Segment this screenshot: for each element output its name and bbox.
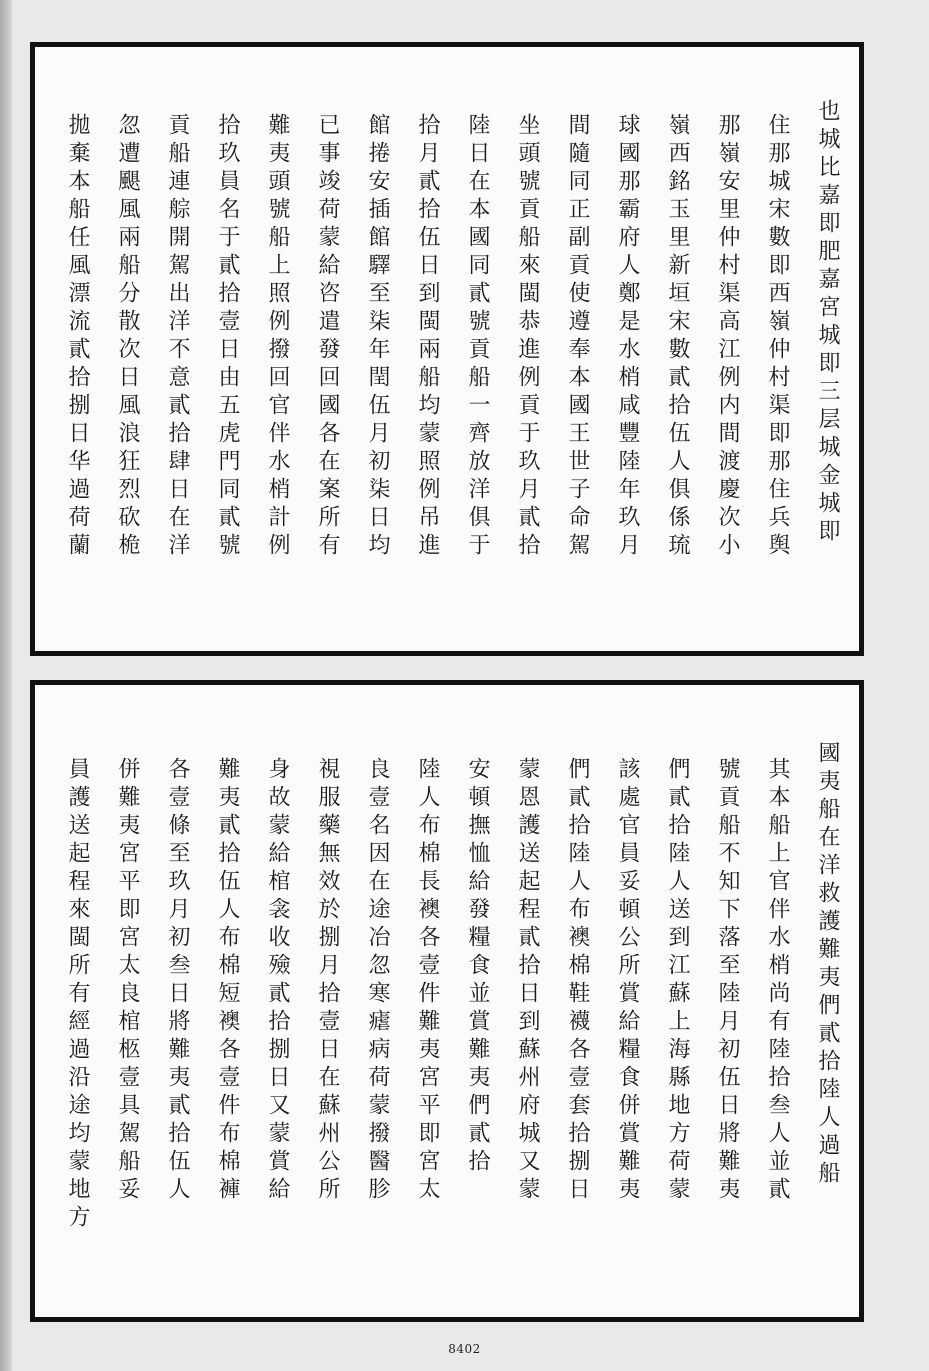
lower-column-1: 國夷船在洋救護難夷們貳拾陸人過船 [815,741,840,1189]
upper-column-16: 拋棄本船任風漂流貳拾捌日华過荷蘭 [65,113,90,561]
lower-column-8: 安頓撫恤給發糧食並賞難夷們貳拾 [465,757,490,1177]
upper-column-6: 間隨同正副貢使遵奉本國王世子命駕 [565,113,590,561]
upper-column-15: 忽遭颶風兩船分散次日風浪狂烈砍桅 [115,113,140,561]
upper-column-11: 已事竣荷蒙給咨遣發回國各在案所有 [315,113,340,561]
page-number: 8402 [448,1342,481,1356]
upper-column-5: 球國那霸府人鄭是水梢咸豐陸年玖月 [615,113,640,561]
upper-column-3: 那嶺安里仲村渠高江例内間渡慶次小 [715,113,740,561]
upper-column-7: 坐頭號貢船來閩恭進例貢于玖月貳拾 [515,113,540,561]
upper-column-10: 館捲安插館驛至柒年閏伍月初柒日均 [365,113,390,561]
lower-column-6: 們貳拾陸人布襖棉鞋襪各壹套拾捌日 [565,757,590,1205]
lower-column-15: 併難夷宮平即宮太良棺柩壹具駕船妥 [115,757,140,1205]
lower-column-7: 蒙恩護送起程貳拾日到蘇州府城又蒙 [515,757,540,1205]
lower-column-9: 陸人布棉長襖各壹件難夷宮平即宮太 [415,757,440,1205]
lower-column-3: 號貢船不知下落至陸月初伍日將難夷 [715,757,740,1205]
upper-text-columns [35,47,859,651]
upper-column-1: 也城比嘉即肥嘉宮城即三层城金城即 [815,99,840,547]
lower-text-panel [30,680,864,1322]
lower-column-10: 良壹名因在途冶忽寒瘧病荷蒙撥醫胗 [365,757,390,1205]
lower-column-16: 員護送起程來閩所有經過沿途均蒙地方 [65,757,90,1233]
lower-column-4: 們貳拾陸人送到江蘇上海縣地方荷蒙 [665,757,690,1205]
upper-column-14: 貢船連䑸開駕出洋不意貳拾肆日在洋 [165,113,190,561]
lower-text-columns [35,685,859,1317]
lower-column-11: 視服藥無效於捌月拾壹日在蘇州公所 [315,757,340,1205]
upper-column-9: 拾月貳拾伍日到閩兩船均蒙照例吊進 [415,113,440,561]
upper-text-panel [30,42,864,656]
lower-column-2: 其本船上官伴水梢尚有陸拾叁人並貳 [765,757,790,1205]
book-binding-shadow [0,0,12,1371]
upper-column-4: 嶺西銘玉里新垣宋數貳拾伍人俱係琉 [665,113,690,561]
upper-column-8: 陸日在本國同貳號貢船一齊放洋俱于 [465,113,490,561]
lower-column-14: 各壹條至玖月初叁日將難夷貳拾伍人 [165,757,190,1205]
lower-column-13: 難夷貳拾伍人布棉短襖各壹件布棉褲 [215,757,240,1205]
upper-column-2: 住那城宋數即西嶺仲村渠即那住兵舆 [765,113,790,561]
lower-column-5: 該處官員妥頓公所賞給糧食併賞難夷 [615,757,640,1205]
upper-column-12: 難夷頭號船上照例撥回官伴水梢計例 [265,113,290,561]
lower-column-12: 身故蒙給棺衾收殮貳拾捌日又蒙賞給 [265,757,290,1205]
upper-column-13: 拾玖員名于貳拾壹日由五虎門同貳號 [215,113,240,561]
